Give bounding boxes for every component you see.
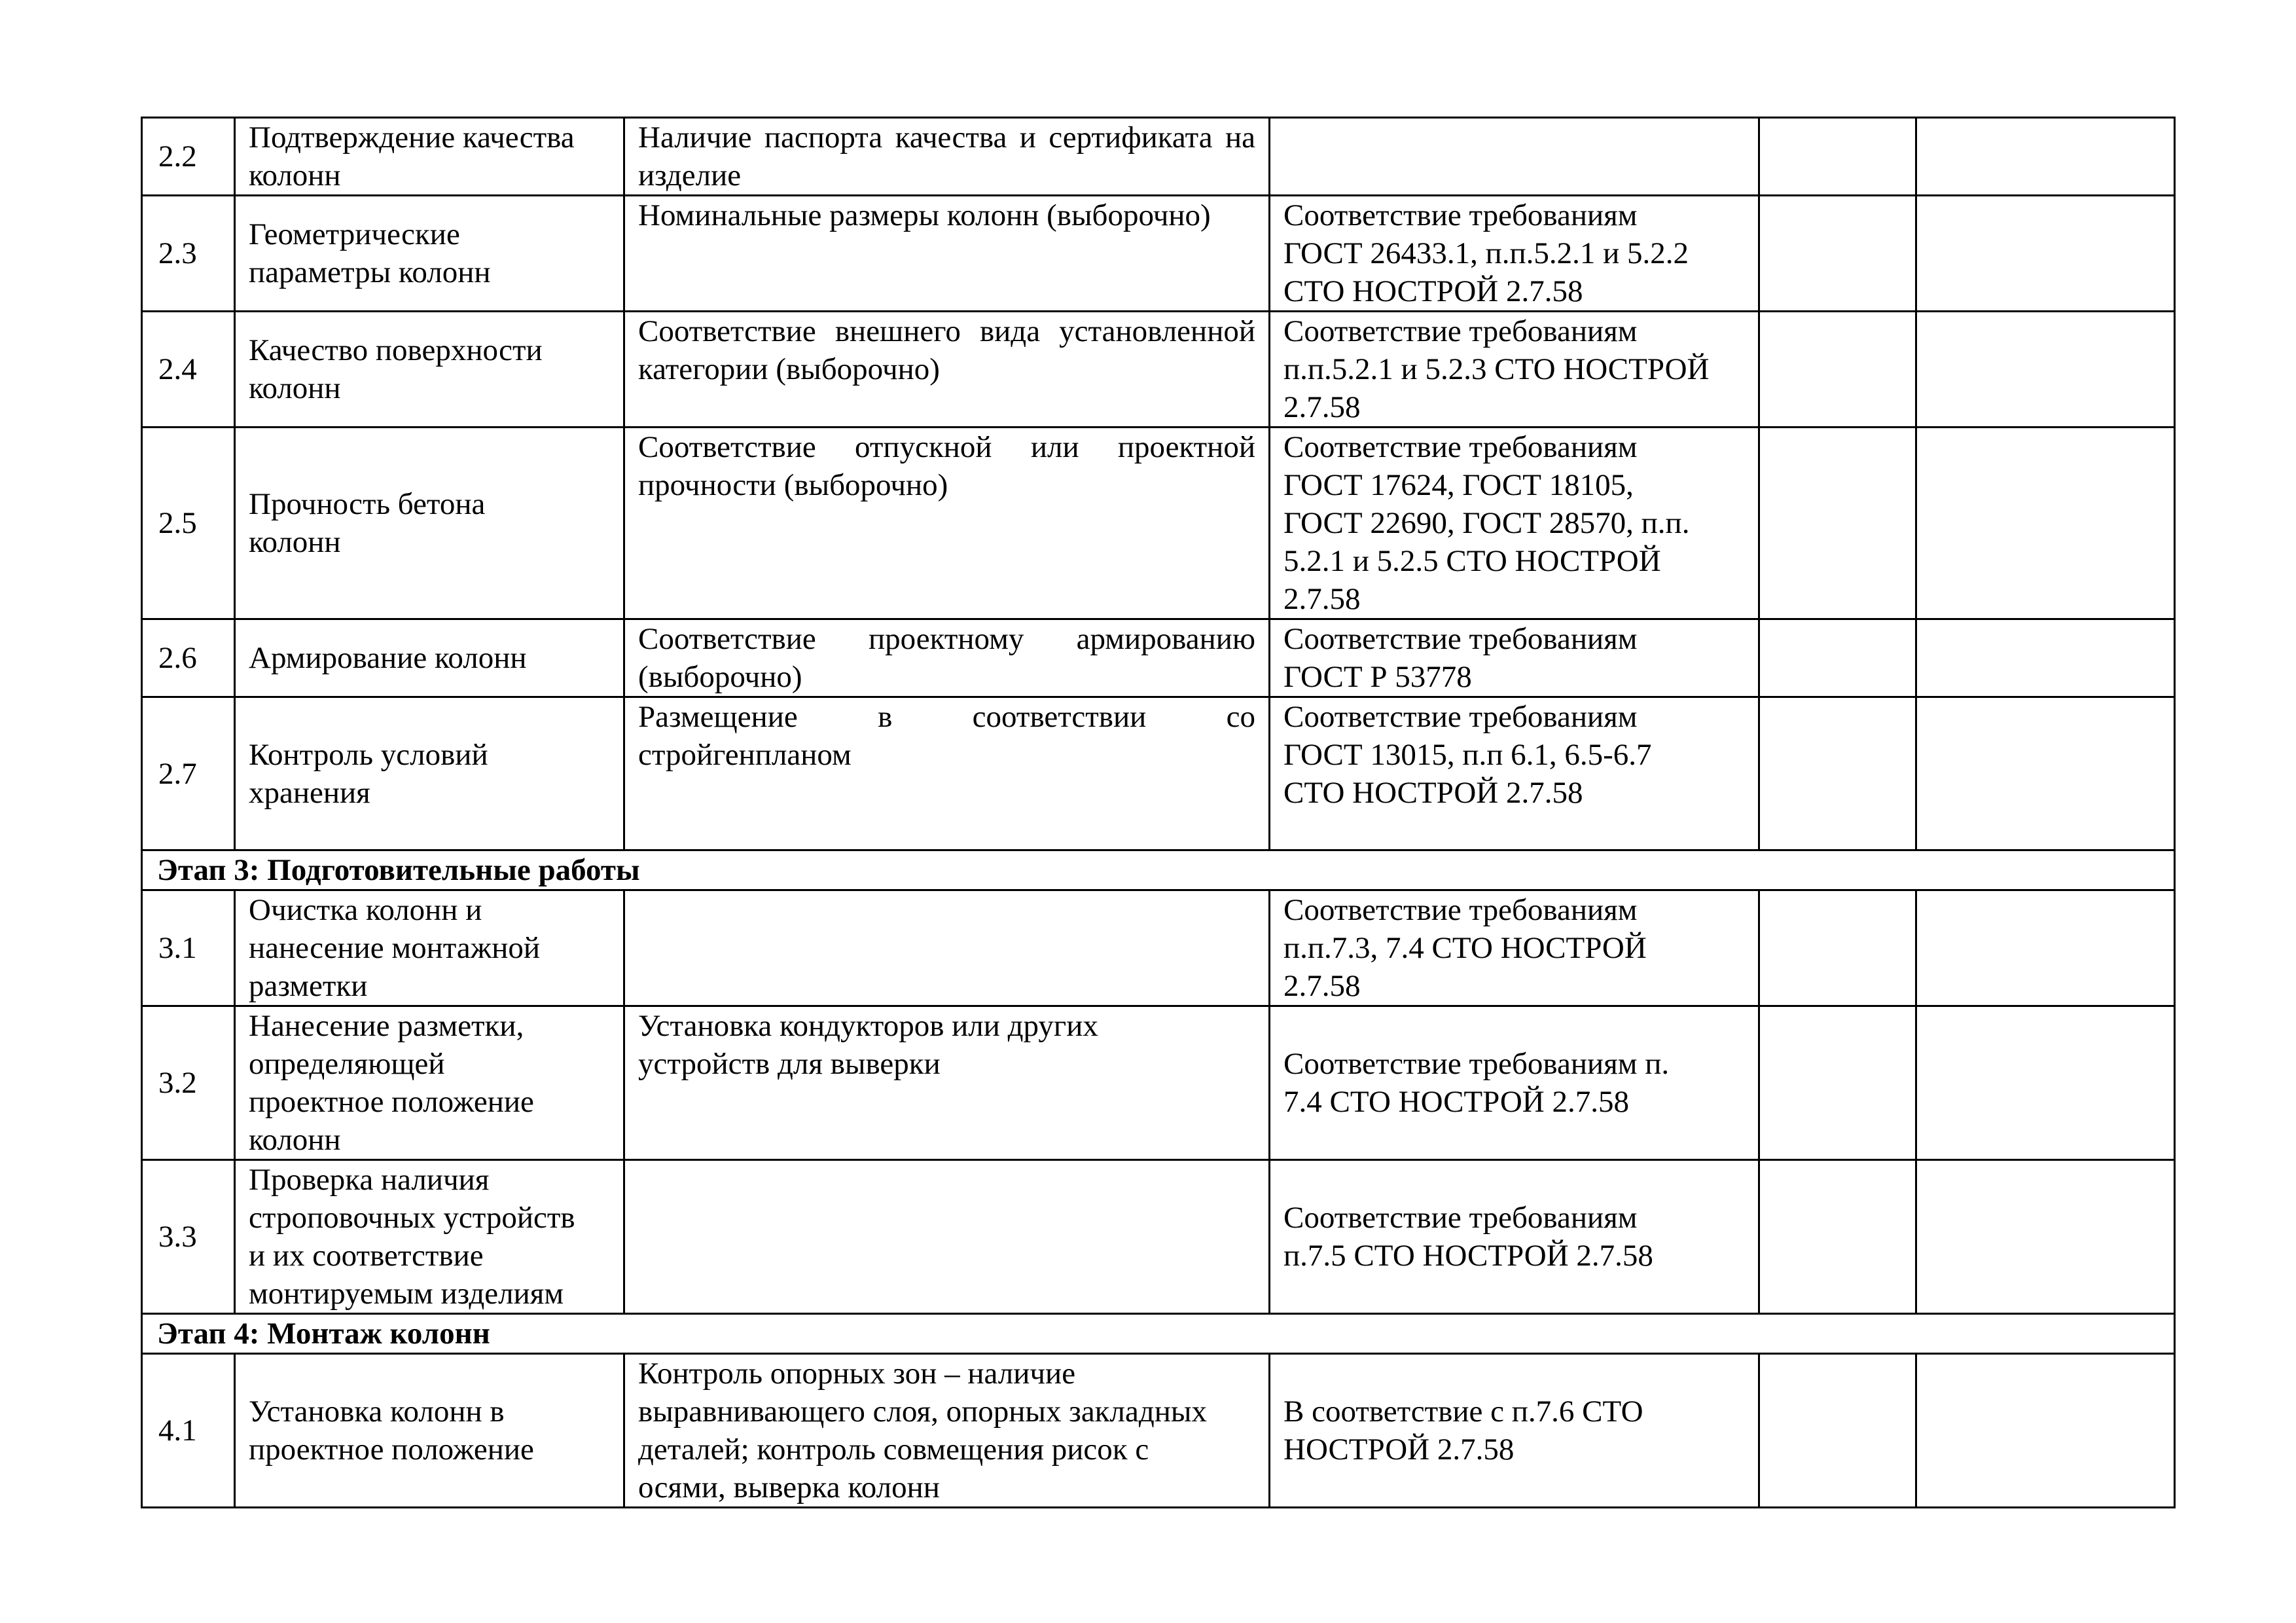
row-name: Подтверждение качества колонн (235, 118, 624, 196)
table-row-3-1 (142, 890, 2175, 1006)
row-name: Контроль условий хранения (235, 697, 624, 850)
table-row-2-3 (142, 196, 2175, 312)
row-empty-cell-a (1759, 619, 1916, 697)
row-empty-cell-b (1916, 428, 2175, 619)
row-content: Контроль опорных зон – наличие выравнивающего слоя, опорных закладных деталей; контроль совмещения рисок с осями, выверка колонн (624, 1354, 1270, 1508)
row-content (624, 1160, 1270, 1314)
row-content: Наличие паспорта качества и сертификата на изделие (624, 118, 1270, 196)
row-empty-cell-a (1759, 890, 1916, 1006)
table-row-4-1 (142, 1354, 2175, 1508)
row-empty-cell-b (1916, 890, 2175, 1006)
row-name: Прочность бетона колонн (235, 428, 624, 619)
row-content: Номинальные размеры колонн (выборочно) (624, 196, 1270, 312)
row-content: Соответствие внешнего вида установленной категории (выборочно) (624, 312, 1270, 428)
row-name: Установка колонн в проектное положение (235, 1354, 624, 1508)
row-content: Размещение в соответствии со стройгенпланом (624, 697, 1270, 850)
row-requirement: Соответствие требованиям п.7.5 СТО НОСТРОЙ 2.7.58 (1270, 1160, 1759, 1314)
row-name: Армирование колонн (235, 619, 624, 697)
row-empty-cell-a (1759, 1160, 1916, 1314)
row-number: 3.2 (142, 1006, 235, 1160)
row-empty-cell-b (1916, 196, 2175, 312)
row-requirement: В соответствие с п.7.6 СТО НОСТРОЙ 2.7.58 (1270, 1354, 1759, 1508)
row-empty-cell-a (1759, 118, 1916, 196)
row-number: 3.3 (142, 1160, 235, 1314)
row-requirement: Соответствие требованиям п.п.7.3, 7.4 СТО НОСТРОЙ 2.7.58 (1270, 890, 1759, 1006)
row-number: 2.6 (142, 619, 235, 697)
row-requirement: Соответствие требованиям п.п.5.2.1 и 5.2.3 СТО НОСТРОЙ 2.7.58 (1270, 312, 1759, 428)
row-empty-cell-a (1759, 428, 1916, 619)
stage-row-4 (142, 1314, 2175, 1354)
row-number: 3.1 (142, 890, 235, 1006)
row-number: 2.2 (142, 118, 235, 196)
row-empty-cell-b (1916, 697, 2175, 850)
stage-title: Этап 3: Подготовительные работы (142, 850, 2175, 890)
table-row-2-5 (142, 428, 2175, 619)
row-requirement: Соответствие требованиям ГОСТ Р 53778 (1270, 619, 1759, 697)
row-content: Соответствие проектному армированию (выборочно) (624, 619, 1270, 697)
row-empty-cell-a (1759, 1006, 1916, 1160)
stage-title: Этап 4: Монтаж колонн (142, 1314, 2175, 1354)
row-requirement: Соответствие требованиям ГОСТ 17624, ГОСТ 18105, ГОСТ 22690, ГОСТ 28570, п.п. 5.2.1 и 5.2.5 СТО НОСТРОЙ 2.7.58 (1270, 428, 1759, 619)
row-requirement (1270, 118, 1759, 196)
row-name: Очистка колонн и нанесение монтажной разметки (235, 890, 624, 1006)
row-name: Проверка наличия строповочных устройств и их соответствие монтируемым изделиям (235, 1160, 624, 1314)
row-name: Качество поверхности колонн (235, 312, 624, 428)
row-number: 2.3 (142, 196, 235, 312)
row-empty-cell-a (1759, 196, 1916, 312)
table-row-2-6 (142, 619, 2175, 697)
row-requirement: Соответствие требованиям ГОСТ 13015, п.п 6.1, 6.5-6.7 СТО НОСТРОЙ 2.7.58 (1270, 697, 1759, 850)
row-empty-cell-a (1759, 312, 1916, 428)
row-name: Геометрические параметры колонн (235, 196, 624, 312)
row-empty-cell-b (1916, 619, 2175, 697)
row-number: 4.1 (142, 1354, 235, 1508)
row-empty-cell-b (1916, 1160, 2175, 1314)
row-number: 2.7 (142, 697, 235, 850)
table-row-3-3 (142, 1160, 2175, 1314)
table-row-2-7 (142, 697, 2175, 850)
row-requirement: Соответствие требованиям ГОСТ 26433.1, п.п.5.2.1 и 5.2.2 СТО НОСТРОЙ 2.7.58 (1270, 196, 1759, 312)
table-row-2-4 (142, 312, 2175, 428)
row-number: 2.4 (142, 312, 235, 428)
row-empty-cell-b (1916, 1006, 2175, 1160)
row-content: Установка кондукторов или других устройств для выверки (624, 1006, 1270, 1160)
row-empty-cell-b (1916, 1354, 2175, 1508)
row-empty-cell-b (1916, 312, 2175, 428)
table-row-2-2 (142, 118, 2175, 196)
control-table (141, 117, 2176, 1508)
row-empty-cell-a (1759, 1354, 1916, 1508)
row-content (624, 890, 1270, 1006)
row-content: Соответствие отпускной или проектной прочности (выборочно) (624, 428, 1270, 619)
stage-row-3 (142, 850, 2175, 890)
row-empty-cell-b (1916, 118, 2175, 196)
row-number: 2.5 (142, 428, 235, 619)
row-empty-cell-a (1759, 697, 1916, 850)
row-requirement: Соответствие требованиям п. 7.4 СТО НОСТРОЙ 2.7.58 (1270, 1006, 1759, 1160)
table-row-3-2 (142, 1006, 2175, 1160)
row-name: Нанесение разметки, определяющей проектное положение колонн (235, 1006, 624, 1160)
